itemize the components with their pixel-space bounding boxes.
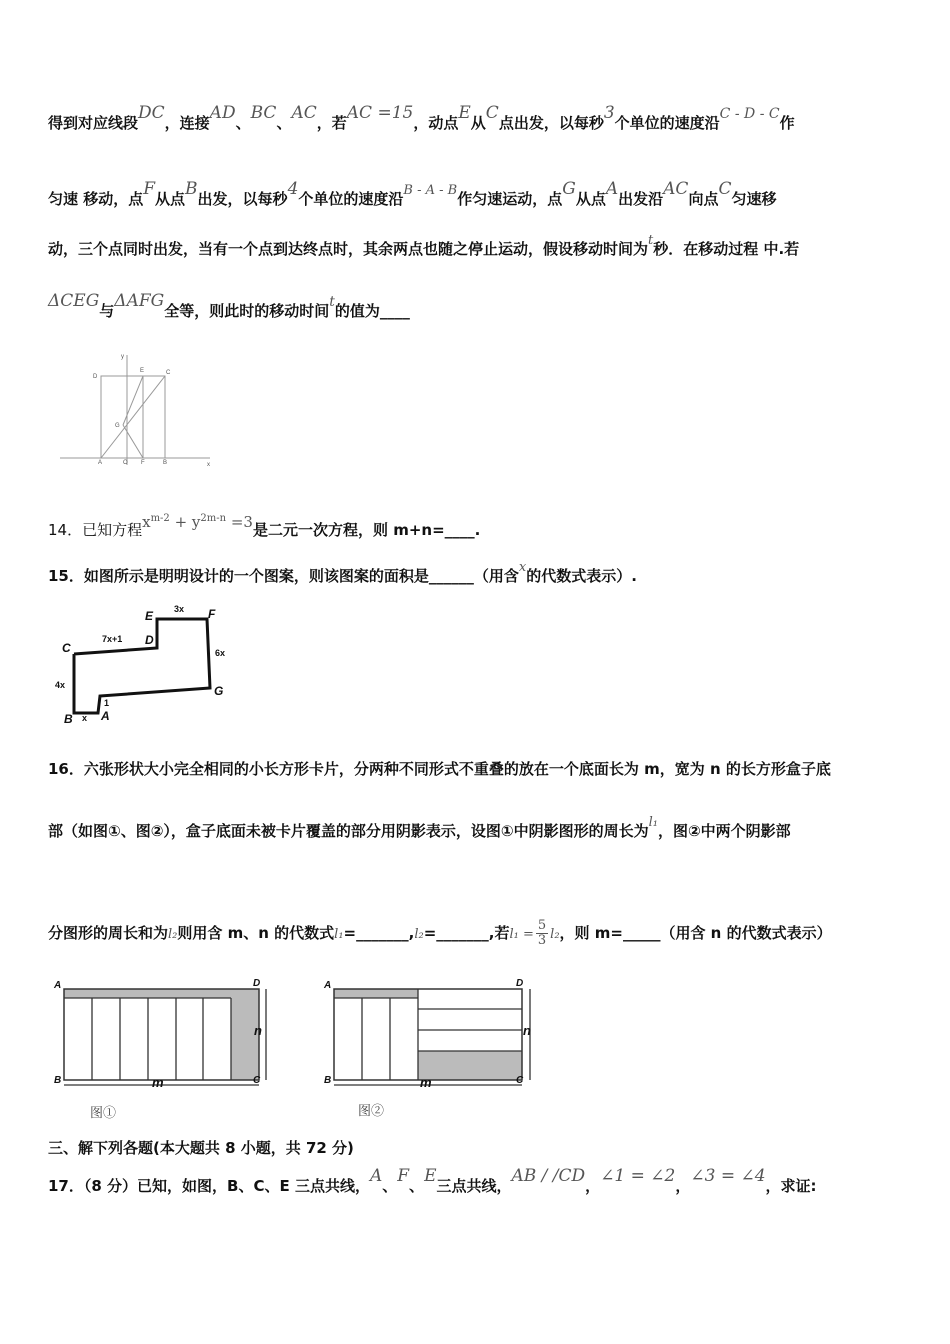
text: 部（如图①、图②），盒子底面未被卡片覆盖的部分用阴影表示，设图①中阴影图形的周长为 xyxy=(48,822,649,840)
text: 得到对应线段 xyxy=(48,114,139,132)
text: 向点 xyxy=(688,190,719,208)
p13-line-4 xyxy=(48,291,910,323)
math: l₂ xyxy=(414,927,424,942)
text: 则用含 m、n 的代数式 xyxy=(177,924,335,942)
text: ， xyxy=(675,1177,691,1195)
text: 17．（8 分）已知，如图，B、C、E 三点共线， xyxy=(48,1177,370,1195)
label-a: A xyxy=(324,980,332,991)
label-c: C xyxy=(253,1075,261,1086)
text: 个单位的速度沿 xyxy=(298,190,404,208)
dim-right: 6x xyxy=(215,648,226,658)
math: AC =15 xyxy=(346,103,414,123)
label-c: C xyxy=(516,1075,524,1086)
math: A xyxy=(369,1166,383,1186)
dim-left: 4x xyxy=(55,680,66,690)
dim-top: 3x xyxy=(174,604,185,614)
text: 的代数式表示）. xyxy=(526,567,637,585)
math: l₁ xyxy=(648,815,658,830)
figure-16-1 xyxy=(50,975,280,1125)
text: 匀速 移动，点 xyxy=(48,190,144,208)
math: =3 xyxy=(230,513,253,531)
text: 的值为____ xyxy=(334,302,410,320)
label-a: A xyxy=(101,709,110,723)
problem-17 xyxy=(48,1166,910,1197)
math: F xyxy=(143,179,156,199)
exponent: m-2 xyxy=(150,513,170,524)
label-a: A xyxy=(98,460,103,466)
math: B - A - B xyxy=(403,183,458,198)
math: l₂ xyxy=(550,927,560,942)
text: 、 xyxy=(409,1177,425,1195)
text: 、 xyxy=(276,114,292,132)
math: AB / /CD xyxy=(511,1166,586,1186)
text: ， xyxy=(585,1177,601,1195)
label-e: E xyxy=(140,368,145,374)
text: 作匀速运动，点 xyxy=(457,190,563,208)
math: l₂ xyxy=(168,927,178,942)
shade-top xyxy=(64,989,259,998)
math: ΔCEG xyxy=(48,291,100,311)
math: x xyxy=(142,513,151,531)
label-d: D xyxy=(253,978,261,989)
dim-cd: 7x+1 xyxy=(102,634,123,644)
label-b: B xyxy=(54,1075,62,1086)
math: C xyxy=(485,103,499,123)
math: DC xyxy=(138,103,165,123)
caption-1: 图① xyxy=(90,1105,117,1120)
text: 秒．在移动过程 中.若 xyxy=(653,240,800,258)
math: E xyxy=(424,1166,437,1186)
math: ΔAFG xyxy=(114,291,165,311)
shade-top xyxy=(334,989,418,998)
diagonal-ac xyxy=(101,376,165,458)
text: 是二元一次方程，则 m+n=____. xyxy=(252,521,481,539)
label-f: F xyxy=(208,607,216,621)
figure-13 xyxy=(55,350,220,470)
label-f: F xyxy=(141,460,145,466)
p16-line-1 xyxy=(48,758,910,780)
denominator: 3 xyxy=(537,933,547,948)
pattern-outline xyxy=(74,619,210,713)
math: F xyxy=(397,1166,410,1186)
math: BC xyxy=(250,103,277,123)
label-d: D xyxy=(93,374,98,380)
text: 出发，以每秒 xyxy=(197,190,288,208)
fraction xyxy=(536,919,548,948)
text: 从点 xyxy=(575,190,606,208)
math: E xyxy=(458,103,471,123)
equation xyxy=(142,513,253,531)
p13-line-1 xyxy=(48,103,910,135)
text: 、 xyxy=(382,1177,398,1195)
text: =_______,若 xyxy=(423,924,510,942)
text: 匀速移 xyxy=(731,190,777,208)
text: ，动点 xyxy=(413,114,459,132)
p13-line-3 xyxy=(48,233,910,262)
text: 15．如图所示是明明设计的一个图案，则该图案的面积是______（用含 xyxy=(48,567,519,585)
label-b: B xyxy=(324,1075,332,1086)
math: + y xyxy=(174,513,201,531)
math: l₁ = xyxy=(509,927,534,942)
label-e: E xyxy=(145,609,154,623)
figure-15 xyxy=(50,600,250,730)
label-y: y xyxy=(121,354,124,360)
p16-line-2 xyxy=(48,815,910,844)
math: A xyxy=(605,179,619,199)
dim-ba: x xyxy=(82,713,88,723)
problem-14 xyxy=(48,513,910,541)
label-d: D xyxy=(516,978,524,989)
text: 16．六张形状大小完全相同的小长方形卡片，分两种不同形式不重叠的放在一个底面长为 m，宽为 n 的长方形盒子底 xyxy=(48,760,831,778)
math: C - D - C xyxy=(719,106,780,122)
label-a: A xyxy=(54,980,62,991)
text: 三点共线， xyxy=(436,1177,512,1195)
text: 分图形的周长和为 xyxy=(48,924,169,942)
section-3-heading xyxy=(48,1137,910,1159)
math: t xyxy=(648,233,654,248)
label-n: n xyxy=(254,1023,262,1038)
math: G xyxy=(562,179,576,199)
label-b: B xyxy=(64,712,73,726)
math: AC xyxy=(291,103,317,123)
dim-a: 1 xyxy=(104,698,110,708)
math: x xyxy=(518,560,527,575)
problem-15 xyxy=(48,560,910,589)
text: ，求证: xyxy=(765,1177,817,1195)
text: 从 xyxy=(470,114,486,132)
math: l₁ xyxy=(334,927,344,942)
text: ，图②中两个阴影部 xyxy=(657,822,791,840)
text: 作 xyxy=(779,114,795,132)
math: 3 xyxy=(603,103,615,123)
math: 4 xyxy=(287,179,299,199)
p16-line-3 xyxy=(48,919,910,948)
p13-line-2 xyxy=(48,179,910,212)
label-x: x xyxy=(207,462,210,468)
math: t xyxy=(329,294,335,310)
math: B xyxy=(185,179,198,199)
label-o: O xyxy=(123,460,128,466)
label-b: B xyxy=(163,460,168,466)
label-n: n xyxy=(523,1023,531,1038)
text: 点出发，以每秒 xyxy=(498,114,604,132)
caption-2: 图② xyxy=(358,1103,385,1118)
text: 全等，则此时的移动时间 xyxy=(164,302,330,320)
label-d: D xyxy=(145,633,154,647)
text: ，若 xyxy=(316,114,347,132)
exponent: 2m-n xyxy=(200,513,227,524)
label-m: m xyxy=(152,1075,164,1090)
math: ∠3 = ∠4 xyxy=(690,1166,766,1186)
text: 出发沿 xyxy=(618,190,664,208)
label-g: G xyxy=(115,423,120,429)
text: ，则 m=_____（用含 n 的代数式表示） xyxy=(559,924,832,942)
text: ，连接 xyxy=(164,114,210,132)
label-m: m xyxy=(420,1075,432,1090)
text: =_______, xyxy=(343,924,415,942)
text: 从点 xyxy=(155,190,186,208)
text: 三、解下列各题(本大题共 8 小题，共 72 分) xyxy=(48,1139,354,1157)
numerator: 5 xyxy=(537,918,547,933)
label-g: G xyxy=(214,684,224,698)
text: 与 xyxy=(99,302,115,320)
text: 14．已知方程 xyxy=(48,521,143,539)
math: ∠1 = ∠2 xyxy=(600,1166,676,1186)
math: AD xyxy=(209,103,236,123)
label-c: C xyxy=(62,641,71,655)
figure-16-2 xyxy=(320,975,550,1125)
box-outline xyxy=(64,989,259,1080)
math: C xyxy=(718,179,732,199)
text: 个单位的速度沿 xyxy=(614,114,720,132)
segment-gf xyxy=(123,425,143,458)
shade-bottom-right xyxy=(418,1051,522,1080)
math: AC xyxy=(663,179,689,199)
text: 动，三个点同时出发，当有一个点到达终点时，其余两点也随之停止运动，假设移动时间为 xyxy=(48,240,649,258)
text: 、 xyxy=(235,114,251,132)
label-c: C xyxy=(166,370,171,376)
